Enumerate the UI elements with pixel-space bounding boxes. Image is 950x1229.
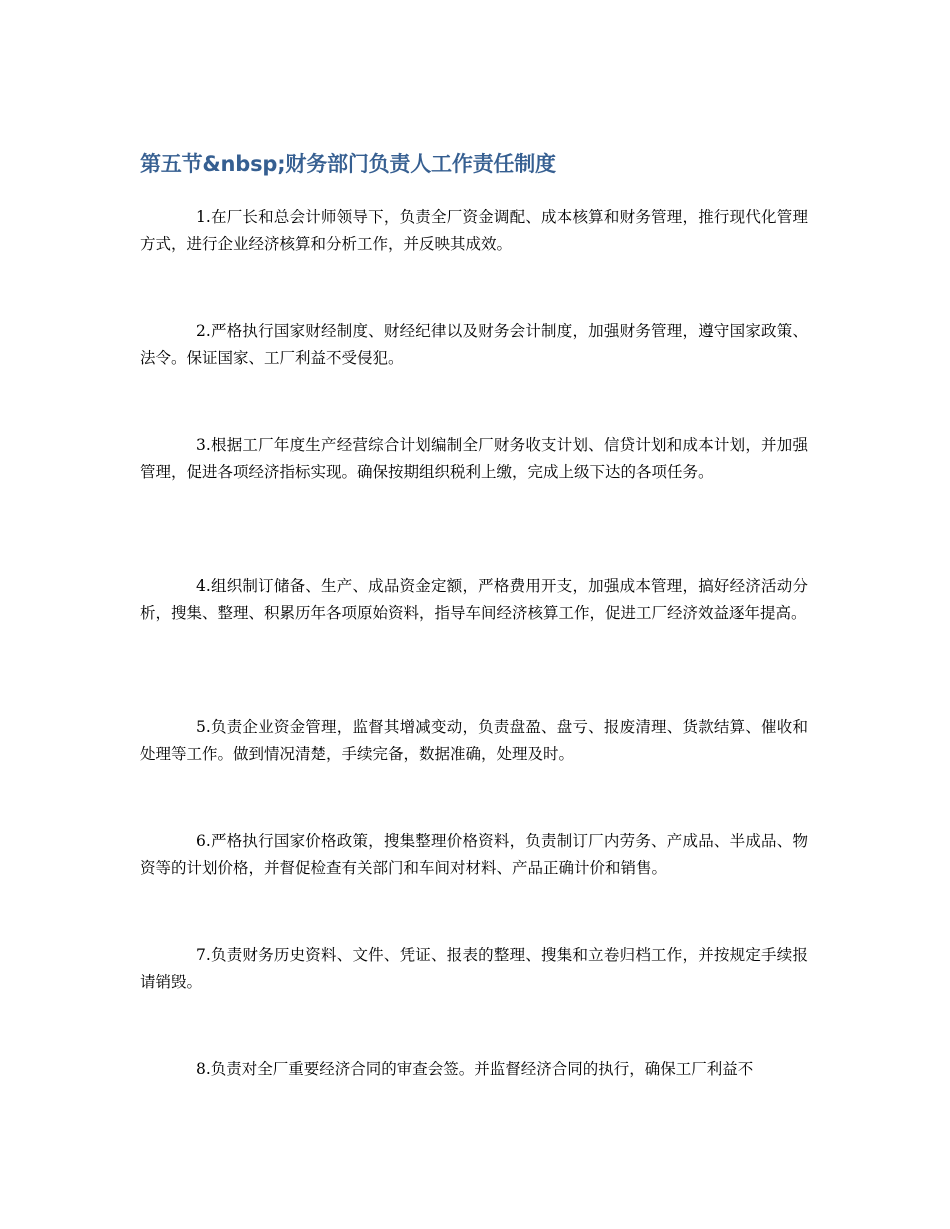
paragraph-3: 3.根据工厂年度生产经营综合计划编制全厂财务收支计划、信贷计划和成本计划，并加强管理，促进各项经济指标实现。确保按期组织税利上缴，完成上级下达的各项任务。: [140, 436, 808, 481]
paragraph-8: 8.负责对全厂重要经济合同的审查会签。并监督经济合同的执行，确保工厂利益不: [196, 1060, 754, 1078]
paragraph-4: 4.组织制订储备、生产、成品资金定额，严格费用开支，加强成本管理，搞好经济活动分析，搜集、整理、积累历年各项原始资料，指导车间经济核算工作，促进工厂经济效益逐年提高。: [140, 577, 808, 622]
paragraph-2: 2.严格执行国家财经制度、财经纪律以及财务会计制度，加强财务管理，遵守国家政策、法令。保证国家、工厂利益不受侵犯。: [140, 322, 808, 367]
paragraph-1: 1.在厂长和总会计师领导下，负责全厂资金调配、成本核算和财务管理，推行现代化管理方式，进行企业经济核算和分析工作，并反映其成效。: [140, 208, 808, 253]
paragraph-5: 5.负责企业资金管理，监督其增减变动，负责盘盈、盘亏、报废清理、货款结算、催收和处理等工作。做到情况清楚，手续完备，数据准确，处理及时。: [140, 718, 808, 763]
paragraph-7: 7.负责财务历史资料、文件、凭证、报表的整理、搜集和立卷归档工作，并按规定手续报请销毁。: [140, 946, 808, 991]
section-title: 第五节&nbsp;财务部门负责人工作责任制度: [140, 152, 556, 176]
paragraph-6: 6.严格执行国家价格政策，搜集整理价格资料，负责制订厂内劳务、产成品、半成品、物资等的计划价格，并督促检查有关部门和车间对材料、产品正确计价和销售。: [140, 832, 808, 877]
